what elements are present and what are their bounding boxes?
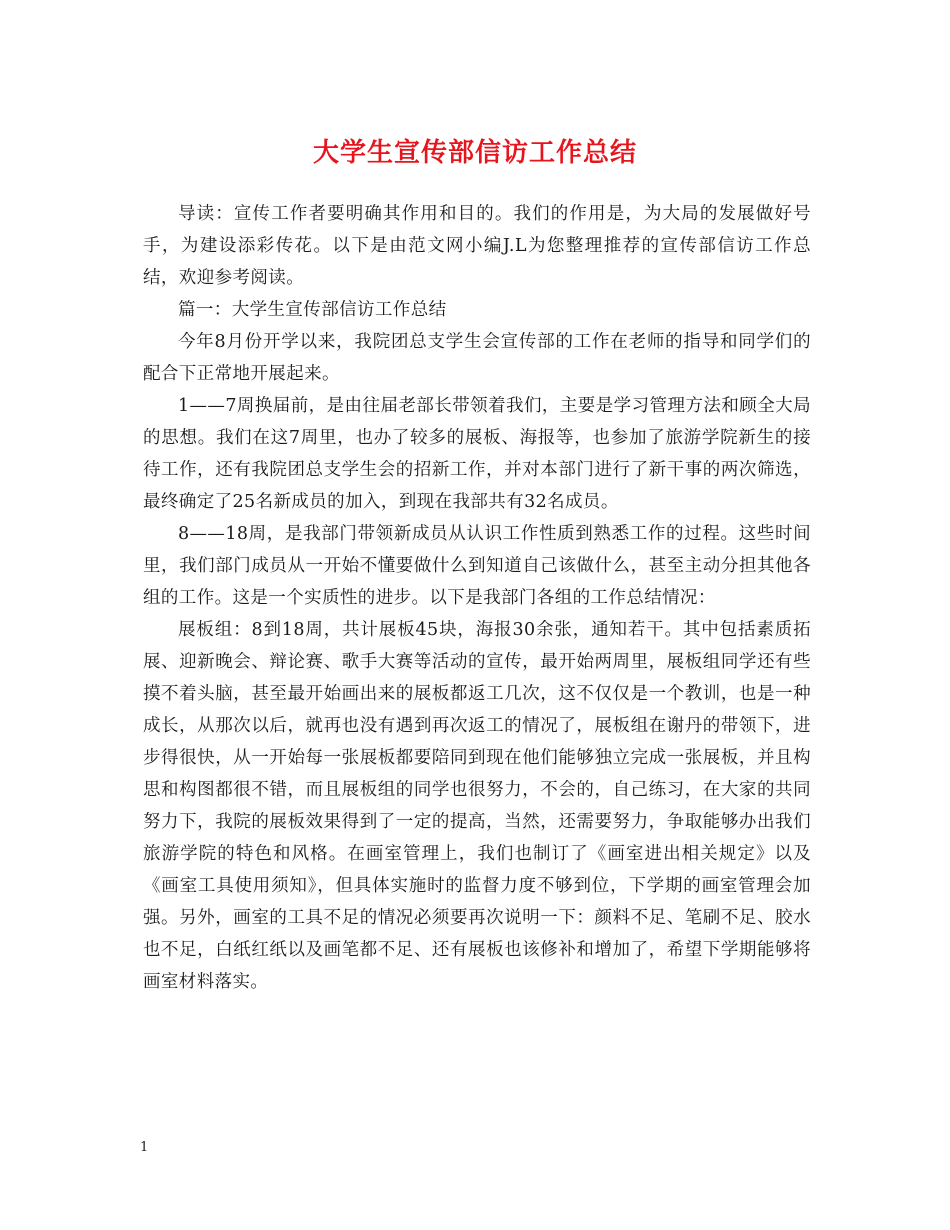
- page-title: 大学生宣传部信访工作总结: [312, 138, 637, 168]
- paragraph-section-heading: 篇一：大学生宣传部信访工作总结: [178, 300, 447, 320]
- paragraph-weeks-1-7: 1——7周换届前，是由往届老部长带领着我们，主要是学习管理方法和顾全大局的思想。我们在这7周里，也办了较多的展板、海报等，也参加了旅游学院新生的接待工作，还有我院团总支学生会的招新工作，并对本部门进行了新干事的两次筛选，最终确定了25名新成员的加入，到现在我部共有32名成员。: [143, 396, 811, 512]
- page-number: 1: [140, 1140, 149, 1155]
- paragraph-weeks-8-18: 8——18周，是我部门带领新成员从认识工作性质到熟悉工作的过程。这些时间里，我们部门成员从一开始不懂要做什么到知道自己该做什么，甚至主动分担其他各组的工作。这是一个实质性的进步。以下是我部门各组的工作总结情况：: [143, 524, 811, 608]
- paragraph-display-board-group: 展板组：8到18周，共计展板45块，海报30余张，通知若干。其中包括素质拓展、迎新晚会、辩论赛、歌手大赛等活动的宣传，最开始两周里，展板组同学还有些摸不着头脑，甚至最开始画出来的展板都返工几次，这不仅仅是一个教训，也是一种成长，从那次以后，就再也没有遇到再次返工的情况了，展板组在谢丹的带领下，进步得很快，从一开始每一张展板都要陪同到现在他们能够独立完成一张展板，并且构思和构图都很不错，而且展板组的同学也很努力，不会的，自己练习，在大家的共同努力下，我院的展板效果得到了一定的提高，当然，还需要努力，争取能够办出我们旅游学院的特色和风格。在画室管理上，我们也制订了《画室进出相关规定》以及《画室工具使用须知》，但具体实施时的监督力度不够到位，下学期的画室管理会加强。另外，画室的工具不足的情况必须要再次说明一下：颜料不足、笔刷不足、胶水也不足，白纸红纸以及画笔都不足、还有展板也该修补和增加了，希望下学期能够将画室材料落实。: [143, 620, 811, 992]
- paragraph-intro: 导读：宣传工作者要明确其作用和目的。我们的作用是，为大局的发展做好号手，为建设添彩传花。以下是由范文网小编J.L为您整理推荐的宣传部信访工作总结，欢迎参考阅读。: [143, 204, 811, 288]
- document-body: [143, 198, 811, 998]
- paragraph-opening: 今年8月份开学以来，我院团总支学生会宣传部的工作在老师的指导和同学们的配合下正常地开展起来。: [143, 332, 811, 384]
